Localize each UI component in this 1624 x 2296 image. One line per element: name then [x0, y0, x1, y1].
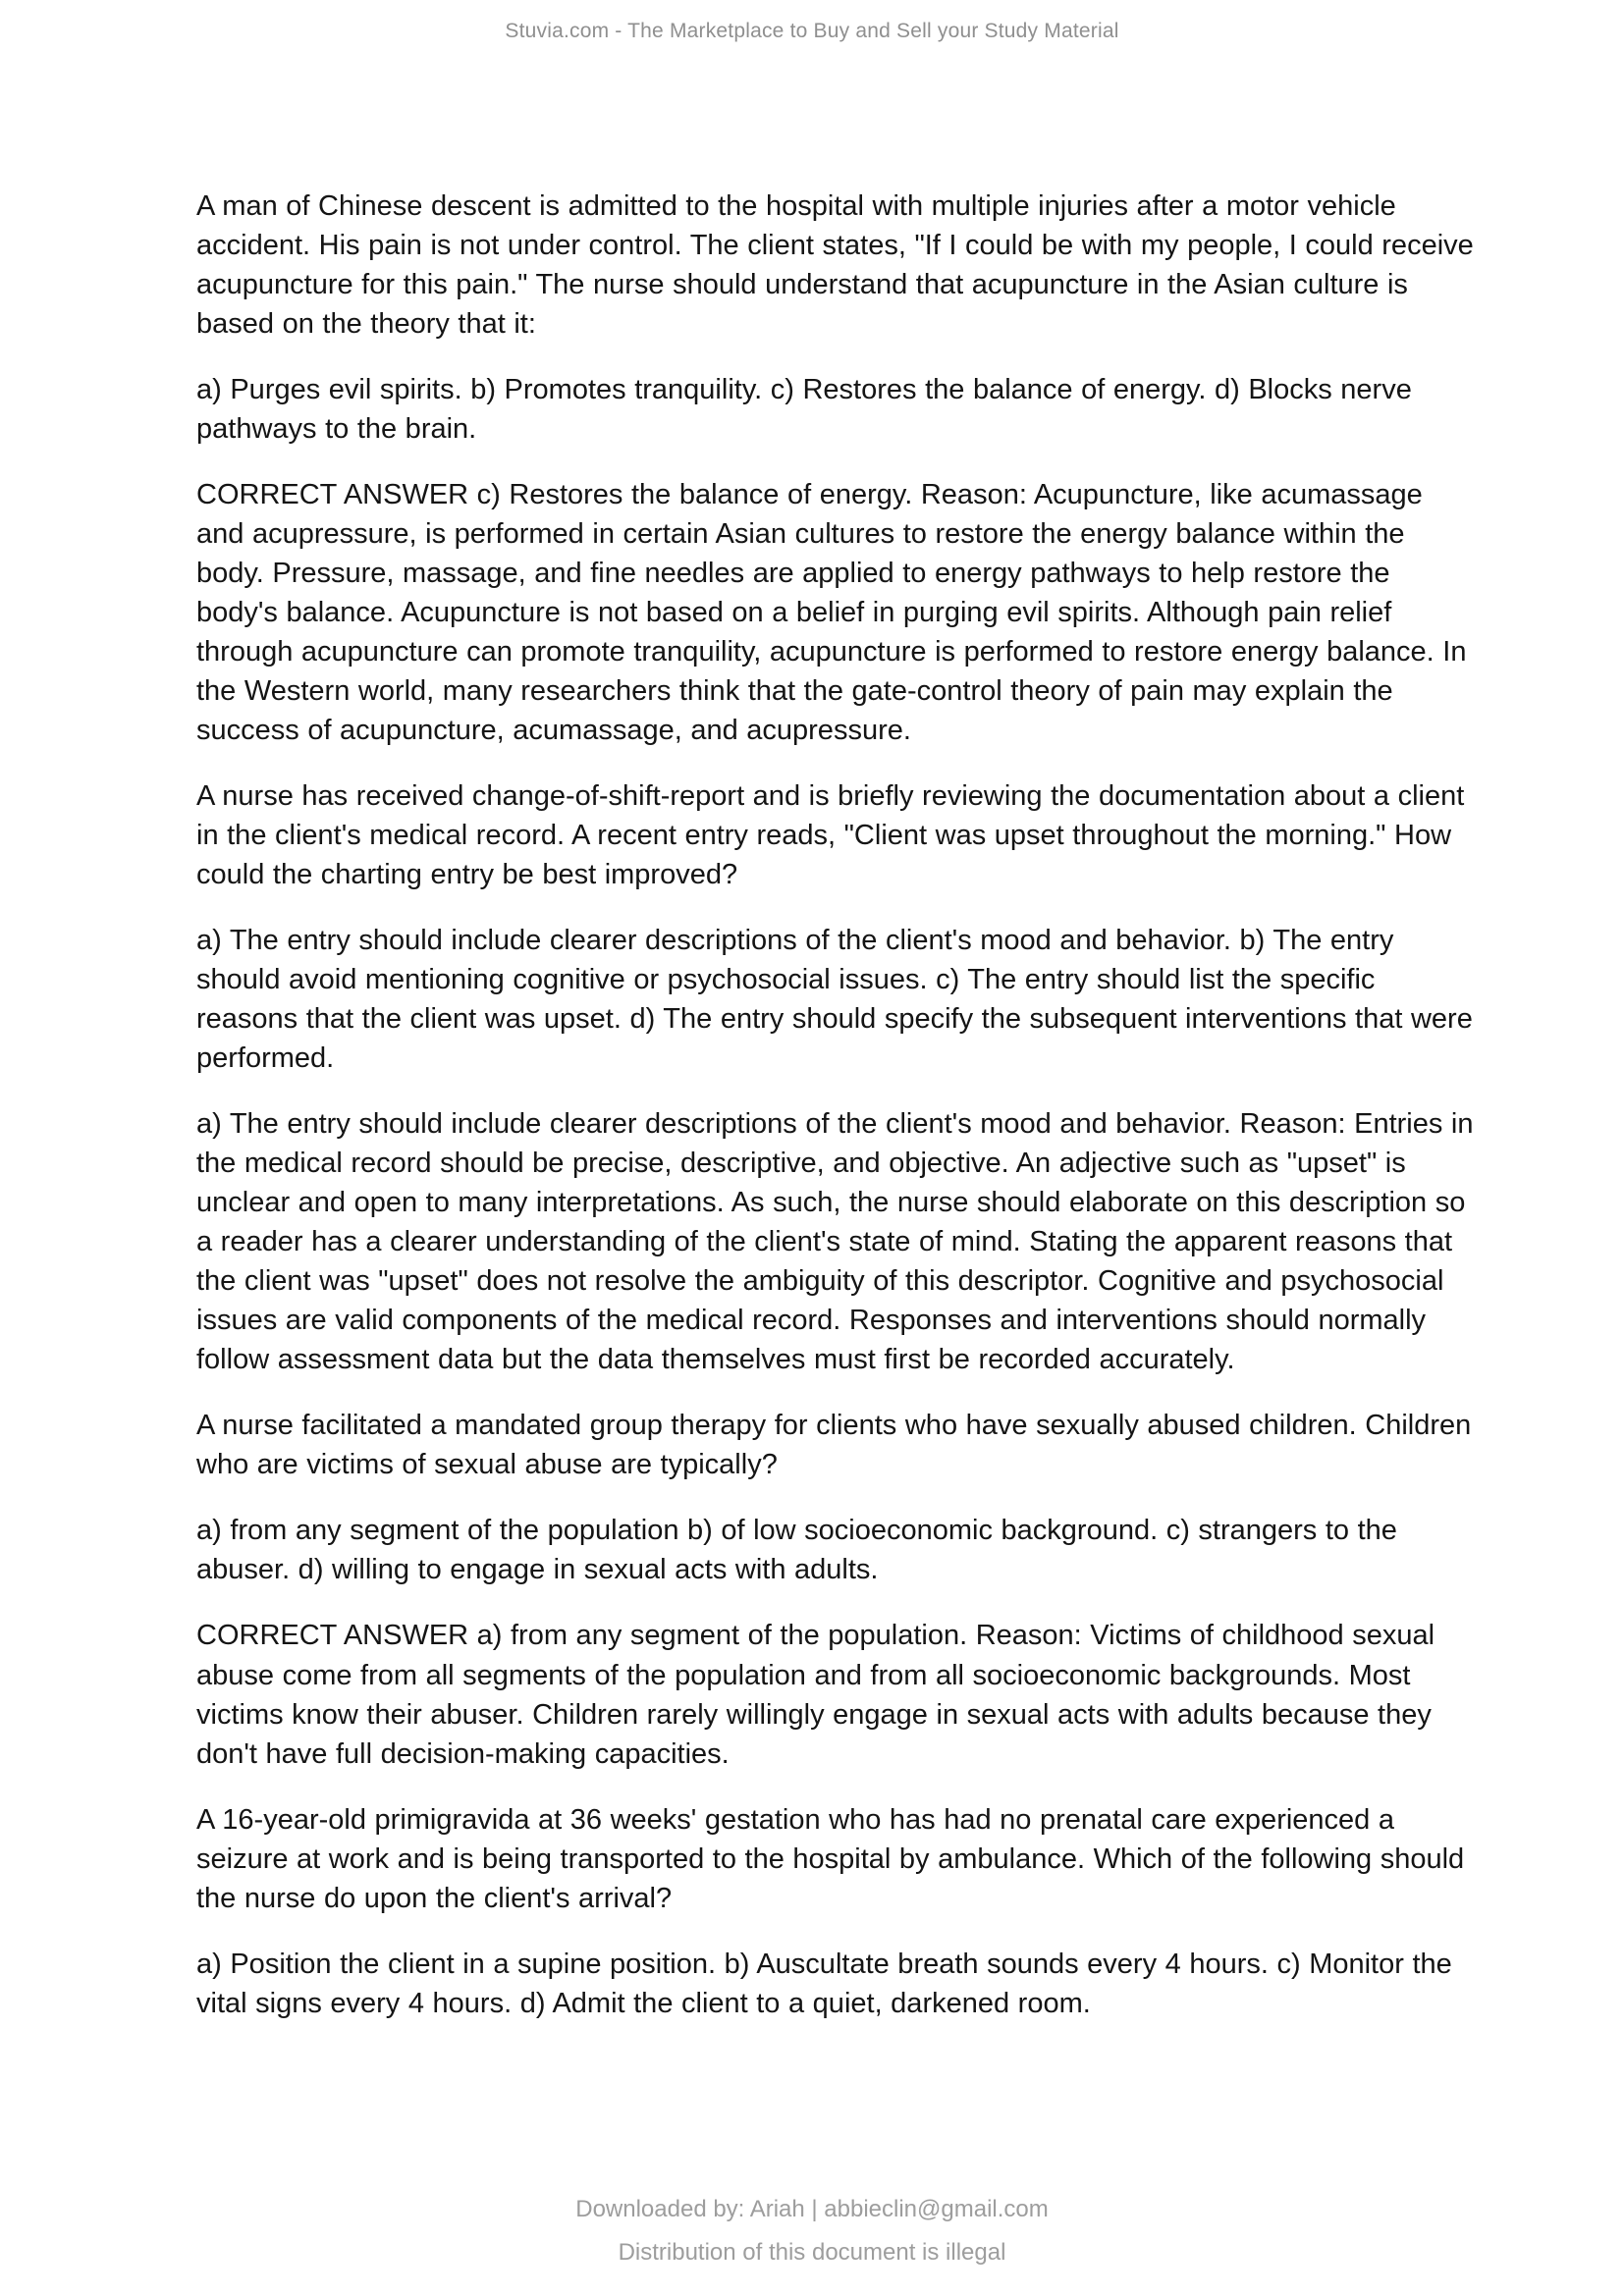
page-footer [0, 2188, 1624, 2274]
question-3-text: A nurse facilitated a mandated group therapy for clients who have sexually abused children. Children who are victims of sexual abuse are typically? [196, 1410, 1472, 1481]
question-1-answer: CORRECT ANSWER c) Restores the balance of energy. Reason: Acupuncture, like acumassage and acupressure, is performed in certain Asian cultures to restore the energy balance within the body. Pressure, massage, and fine needles are applied to energy pathways to help restore the body's balance. Acupuncture is not based on a belief in purging evil spirits. Although pain relief through acupuncture can promote tranquility, acupuncture is performed to restore energy balance. In the Western world, many researchers think that the gate-control theory of pain may explain the success of acupuncture, acumassage, and acupressure. [196, 479, 1467, 747]
question-2-answer: a) The entry should include clearer descriptions of the client's mood and behavior. Reason: Entries in the medical record should be precise, descriptive, and objective. An adjective such as "upset" is unclear and open to many interpretations. As such, the nurse should elaborate on this description so a reader has a clearer understanding of the client's state of mind. Stating the apparent reasons that the client was "upset" does not resolve the ambiguity of this descriptor. Cognitive and psychosocial issues are valid components of the medical record. Responses and interventions should normally follow assessment data but the data themselves must first be recorded accurately. [196, 1108, 1474, 1376]
document-content [196, 187, 1478, 2050]
question-3-options: a) from any segment of the population b) of low socioeconomic background. c) strangers to the abuser. d) willing to engage in sexual acts with adults. [196, 1515, 1397, 1586]
page-header [0, 20, 1624, 43]
question-2-options: a) The entry should include clearer descriptions of the client's mood and behavior. b) The entry should avoid mentioning cognitive or psychosocial issues. c) The entry should list the specific reasons that the client was upset. d) The entry should specify the subsequent interventions that were performed. [196, 925, 1473, 1075]
site-watermark: Stuvia.com - The Marketplace to Buy and Sell your Study Material [505, 20, 1119, 42]
question-3-answer: CORRECT ANSWER a) from any segment of the population. Reason: Victims of childhood sexual abuse come from all segments of the population and from all socioeconomic backgrounds. Most victims know their abuser. Children rarely willingly engage in sexual acts with adults because they don't have full decision-making capacities. [196, 1620, 1435, 1770]
footer-distribution-warning: Distribution of this document is illegal [618, 2239, 1006, 2266]
question-1-options: a) Purges evil spirits. b) Promotes tranquility. c) Restores the balance of energy. d) Blocks nerve pathways to the brain. [196, 374, 1412, 446]
question-4-options: a) Position the client in a supine position. b) Auscultate breath sounds every 4 hours. c) Monitor the vital signs every 4 hours. d) Admit the client to a quiet, darkened room. [196, 1948, 1452, 2019]
question-2-text: A nurse has received change-of-shift-report and is briefly reviewing the documentation about a client in the client's medical record. A recent entry reads, "Client was upset throughout the morning." How could the charting entry be best improved? [196, 780, 1465, 891]
footer-downloaded-by: Downloaded by: Ariah | abbieclin@gmail.com [575, 2196, 1049, 2222]
question-1-text: A man of Chinese descent is admitted to the hospital with multiple injuries after a motor vehicle accident. His pain is not under control. The client states, "If I could be with my people, I could receive acupuncture for this pain." The nurse should understand that acupuncture in the Asian culture is based on the theory that it: [196, 190, 1474, 341]
question-4-text: A 16-year-old primigravida at 36 weeks' gestation who has had no prenatal care experienced a seizure at work and is being transported to the hospital by ambulance. Which of the following should the nurse do upon the client's arrival? [196, 1803, 1465, 1914]
